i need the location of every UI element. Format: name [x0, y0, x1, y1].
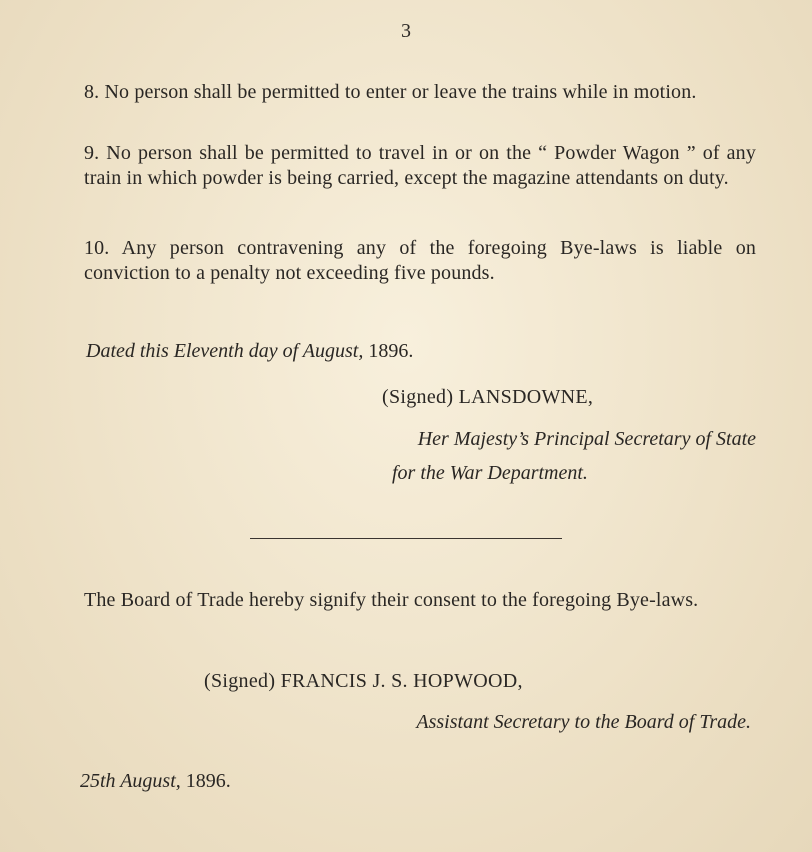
final-date-year: 1896. [185, 770, 231, 792]
dated-text: Dated this Eleventh day of August, [86, 340, 364, 362]
page-number: 3 [401, 20, 411, 42]
signature-lansdowne: (Signed) LANSDOWNE, [382, 386, 594, 408]
bye-law-10: 10. Any person contravening any of the foregoing Bye-laws is liable on conviction to a penalty not exceeding five pounds. [84, 237, 756, 284]
signatory-title-hopwood: Assistant Secretary to the Board of Trade. [416, 711, 751, 733]
signatory-title-line-2: for the War Department. [392, 462, 588, 484]
final-date [80, 770, 231, 793]
bye-law-9: 9. No person shall be permitted to travel in or on the “ Powder Wagon ” of any train in which powder is being carried, except the magazine attendants on duty. [84, 142, 756, 189]
board-of-trade-consent: The Board of Trade hereby signify their consent to the foregoing Bye-laws. [84, 589, 699, 611]
section-divider [250, 538, 562, 539]
dated-year: 1896. [368, 340, 414, 362]
signature-hopwood: (Signed) FRANCIS J. S. HOPWOOD, [204, 670, 523, 692]
final-date-text: 25th August, [80, 770, 181, 792]
bye-law-8: 8. No person shall be permitted to enter or leave the trains while in motion. [84, 81, 697, 103]
signatory-title-line-1: Her Majesty’s Principal Secretary of State [417, 428, 756, 450]
dated-line [86, 340, 413, 363]
